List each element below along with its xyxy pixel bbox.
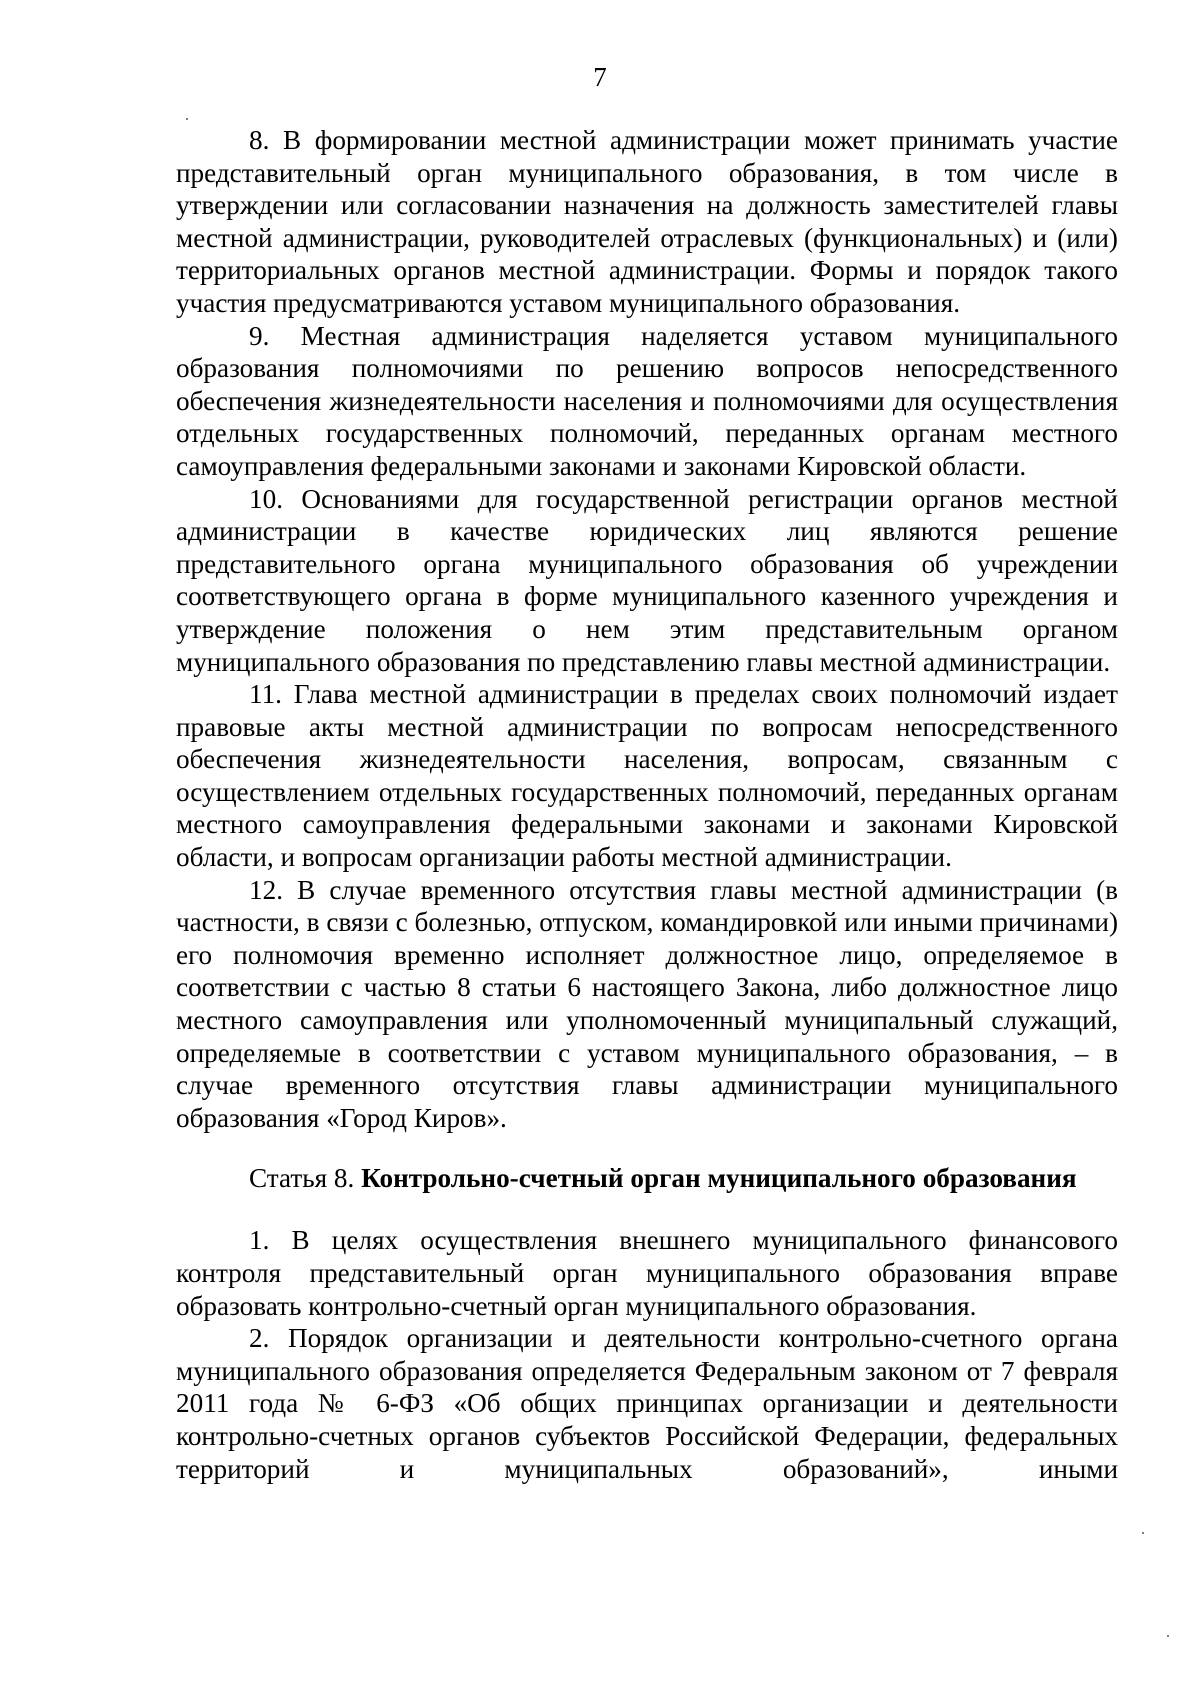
scan-speck [186, 118, 188, 120]
paragraph-11: 11. Глава местной администрации в пределах своих полномочий издает правовые акты местной администрации по вопросам непосредственного обеспечения жизнедеятельности населения, вопросам, связанным с осуществлением отдельных государственных полномочий, переданных органам местного самоуправления федеральными законами и законами Кировской области, и вопросам организации работы местной администрации. [176, 679, 1118, 873]
paragraph-10: 10. Основаниями для государственной регистрации органов местной администрации в качестве юридических лиц являются решение представительного органа муниципального образования об учреждении соответствующего органа в форме муниципального казенного учреждения и утверждение положения о нем этим представительным органом муниципального образования по представлению главы местной администрации. [176, 483, 1118, 677]
scan-speck [1167, 1635, 1169, 1637]
paragraph-8: 8. В формировании местной администрации может принимать участие представительный орган муниципального образования, в том числе в утверждении или согласовании назначения на должность заместителей главы местной администрации, руководителей отраслевых (функциональных) и (или) территориальных органов местной администрации. Формы и порядок такого участия предусматриваются уставом муниципального образования. [176, 125, 1118, 318]
article-paragraph-1: 1. В целях осуществления внешнего муниципального финансового контроля представительный орган муниципального образования вправе образовать контрольно-счетный орган муниципального образования. [176, 1225, 1118, 1321]
document-body [176, 124, 1118, 1485]
scan-speck [1142, 1532, 1144, 1534]
article-heading [176, 1154, 1118, 1202]
page-number: 7 [593, 62, 607, 92]
article-paragraph-2: 2. Порядок организации и деятельности контрольно-счетного органа муниципального образования определяется Федеральным законом от 7 февраля 2011 года № 6-ФЗ «Об общих принципах организации и деятельности контрольно-счетных органов субъектов Российской Федерации, федеральных территорий и муниципальных образований», иными [176, 1323, 1118, 1484]
heading-spacer [176, 1202, 1118, 1224]
article-title: Контрольно-счетный орган муниципального образования [361, 1163, 1077, 1194]
article-number: Статья 8. [249, 1163, 362, 1194]
paragraph-9: 9. Местная администрация наделяется уставом муниципального образования полномочиями по решению вопросов непосредственного обеспечения жизнедеятельности населения и полномочиями для осуществления отдельных государственных полномочий, переданных органам местного самоуправления федеральными законами и законами Кировской области. [176, 320, 1118, 481]
paragraph-12: 12. В случае временного отсутствия главы местной администрации (в частности, в связи с болезнью, отпуском, командировкой или иными причинами) его полномочия временно исполняет должностное лицо, определяемое в соответствии с частью 8 статьи 6 настоящего Закона, либо должностное лицо местного самоуправления или уполномоченный муниципальный служащий, определяемые в соответствии с уставом муниципального образования, – в случае временного отсутствия главы администрации муниципального образования «Город Киров». [176, 874, 1118, 1133]
